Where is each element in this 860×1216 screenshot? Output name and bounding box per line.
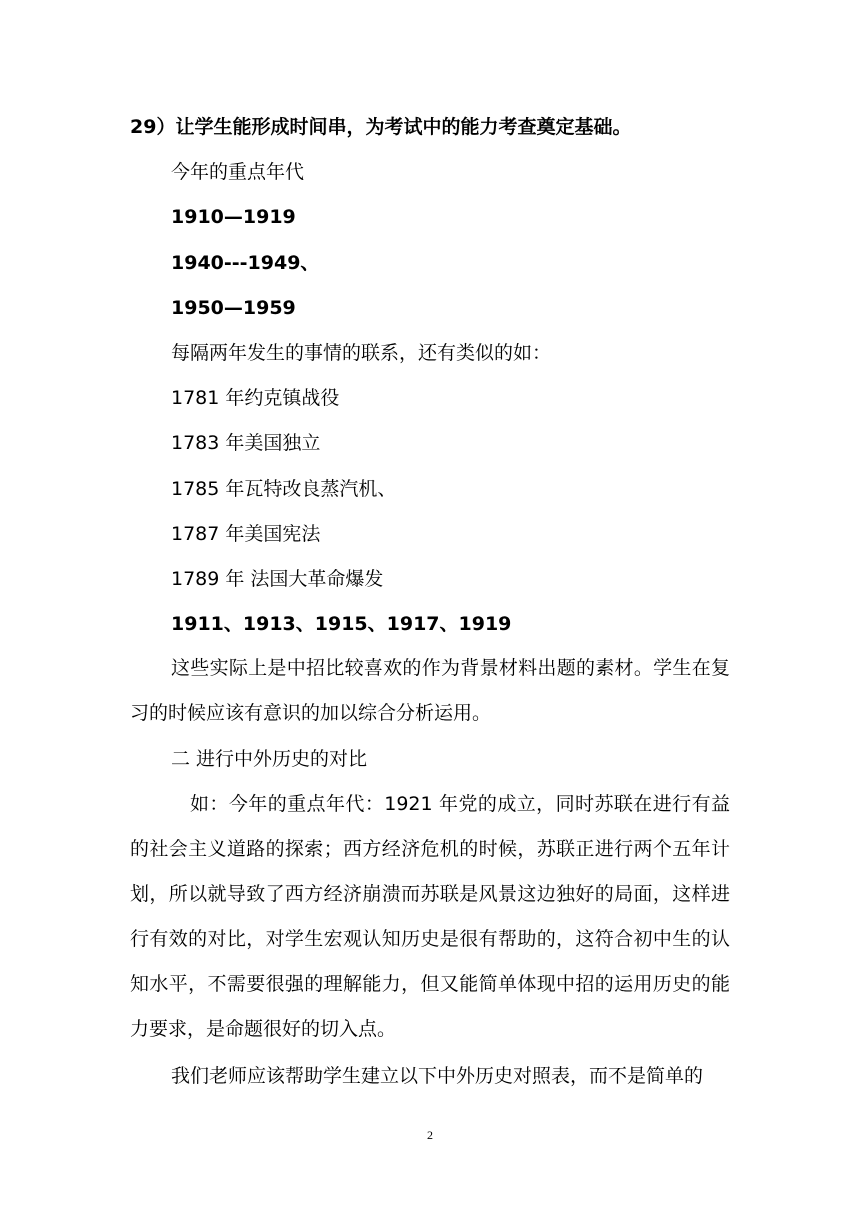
text-line-9: 1785 年瓦特改良蒸汽机、 xyxy=(171,478,397,500)
text-line-8: 1783 年美国独立 xyxy=(171,432,321,454)
text-line-4: 1940---1949、 xyxy=(171,252,320,274)
text-line-5: 1950—1959 xyxy=(171,297,296,319)
section-heading: 二 进行中外历史的对比 xyxy=(171,748,368,770)
text-line-2: 今年的重点年代 xyxy=(171,161,305,183)
text-line-1: 29）让学生能形成时间串，为考试中的能力考查奠定基础。 xyxy=(130,116,632,138)
text-line-11: 1789 年 法国大革命爆发 xyxy=(171,568,384,590)
text-line-10: 1787 年美国宪法 xyxy=(171,523,321,545)
text-line-3: 1910—1919 xyxy=(171,206,296,228)
text-line-12: 1911、1913、1915、1917、1919 xyxy=(171,613,512,635)
page-number: 2 xyxy=(427,1128,433,1142)
text-line-6: 每隔两年发生的事情的联系，还有类似的如： xyxy=(171,342,552,364)
paragraph-3: 我们老师应该帮助学生建立以下中外历史对照表，而不是简单的 xyxy=(171,1065,704,1087)
paragraph-1: 这些实际上是中招比较喜欢的作为背景材料出题的素材。学生在复习的时候应该有意识的加以综合分析运用。 xyxy=(130,657,730,724)
text-line-7: 1781 年约克镇战役 xyxy=(171,387,340,409)
paragraph-2: 如：今年的重点年代：1921 年党的成立，同时苏联在进行有益的社会主义道路的探索；西方经济危机的时候，苏联正进行两个五年计划，所以就导致了西方经济崩溃而苏联是风景这边独好的局面，这样进行有效的对比，对学生宏观认知历史是很有帮助的，这符合初中生的认知水平，不需要很强的理解能力，但又能简单体现中招的运用历史的能力要求，是命题很好的切入点。 xyxy=(130,793,730,1040)
